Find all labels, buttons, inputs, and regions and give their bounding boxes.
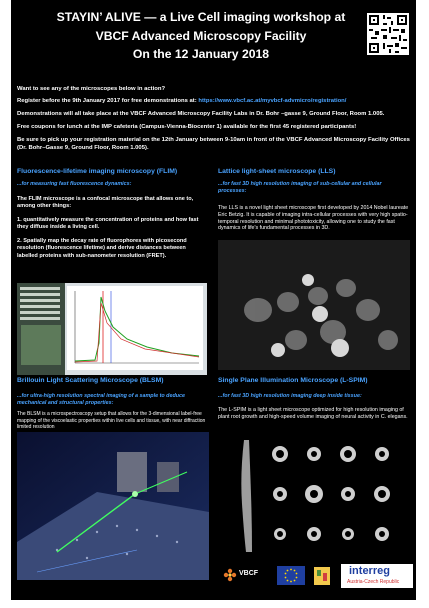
title-line-3: On the 12 January 2018 (132, 47, 270, 61)
qr-code (367, 13, 409, 55)
flim-subtitle: ...for measuring fast fluorescence dynamics: (17, 181, 132, 187)
interreg-logo-text: interreg (349, 565, 390, 577)
vbcf-logo-text: VBCF (239, 570, 259, 577)
lspim-heading: Single Plane Illumination Microscope (L-SPIM) (218, 377, 368, 384)
flim-point-1: 1. quantitatively measure the concentration of proteins and how fast they diffuse inside a living cell. (17, 217, 199, 231)
intro-question: Want to see any of the microscopes below in action? (17, 86, 166, 92)
blsm-heading: Brillouin Light Scattering Microscope (BLSM) (17, 377, 164, 384)
title-line-2: VBCF Advanced Microscopy Facility (95, 29, 307, 43)
vbcf-flower-icon (223, 568, 237, 582)
flim-software-screenshot (17, 283, 207, 375)
title-line-1: STAYIN’ ALIVE — a Live Cell imaging workshop at (56, 10, 346, 24)
intro-location: Demonstrations will all take place at the VBCF Advanced Microscopy Facility Labs in Dr. Bohr –gasse 9, Ground Floor, Room 1.005. (17, 111, 385, 117)
flim-heading: Fluorescence-lifetime imaging microscopy (FLIM) (17, 168, 178, 175)
lls-subtitle: ...for fast 3D high resolution imaging of sub-cellular and cellular processes: (218, 181, 382, 194)
eu-flag-logo (277, 566, 305, 585)
vbcf-logo (223, 565, 267, 585)
flim-point-2: 2. Spatially map the decay rate of fluorophores with picosecond resolution (fluorescence lifetime) and derive distances between labelled proteins with sub-nanometer resolution (FRET). (17, 238, 187, 259)
blsm-subtitle: ...for ultra-high resolution spectral imaging of a sample to deduce mechanical and structural properties: (17, 393, 186, 406)
blsm-setup-image (17, 432, 209, 580)
poster (11, 0, 416, 600)
register-text: Register before the 9th January 2017 for free demonstrations at: (17, 98, 199, 104)
lls-cell-image (218, 240, 410, 370)
intro-pickup: Be sure to pick up your registration material on the 12th January between 9-10am in front of the VBCF Advanced Microscopy Facility Offices (Dr. Bohr–Gasse 9, Ground Floor, Room 1.005). (17, 137, 410, 151)
blsm-body: The BLSM is a microspectroscopy setup that allows for the 3-dimensional label-free mapping of the viscoelastic properties within live cells and tissue, with near diffraction limited resolution (17, 411, 206, 431)
interreg-logo-subtitle: Austria-Czech Republic (347, 579, 400, 585)
intro-coupons: Free coupons for lunch at the IMP cafeteria (Campus-Vienna-Biocenter 1) available for the first 45 registered participants! (17, 124, 357, 130)
lspim-image-grid (218, 434, 410, 556)
intro-register (17, 98, 413, 106)
partner-logo (311, 565, 333, 587)
lls-body: The LLS is a novel light sheet microscope first developed by 2014 Nobel laureate Eric Betzig. It is capable of imaging intra-cellular processes with very high spatio-temporal resolution and minimal phototoxicity, allowing one to study the fast dynamics of life's fundamental processes in 3D. (218, 205, 409, 232)
flim-intro: The FLIM microscope is a confocal microscope that allows one to, among other things: (17, 196, 194, 210)
lspim-body: The L-SPIM is a light sheet microscope optimized for high resolution imaging of plant root growth and high-speed volume imaging of neural activity in C. elegans. (218, 407, 408, 420)
lls-heading: Lattice light-sheet microscope (LLS) (218, 168, 336, 175)
interreg-logo (341, 564, 413, 588)
lspim-subtitle: ...for fast 3D high resolution imaging deep inside tissue: (218, 393, 362, 399)
registration-link[interactable]: https://www.vbcf.ac.at/myvbcf-advmicro/registration/ (198, 98, 347, 104)
